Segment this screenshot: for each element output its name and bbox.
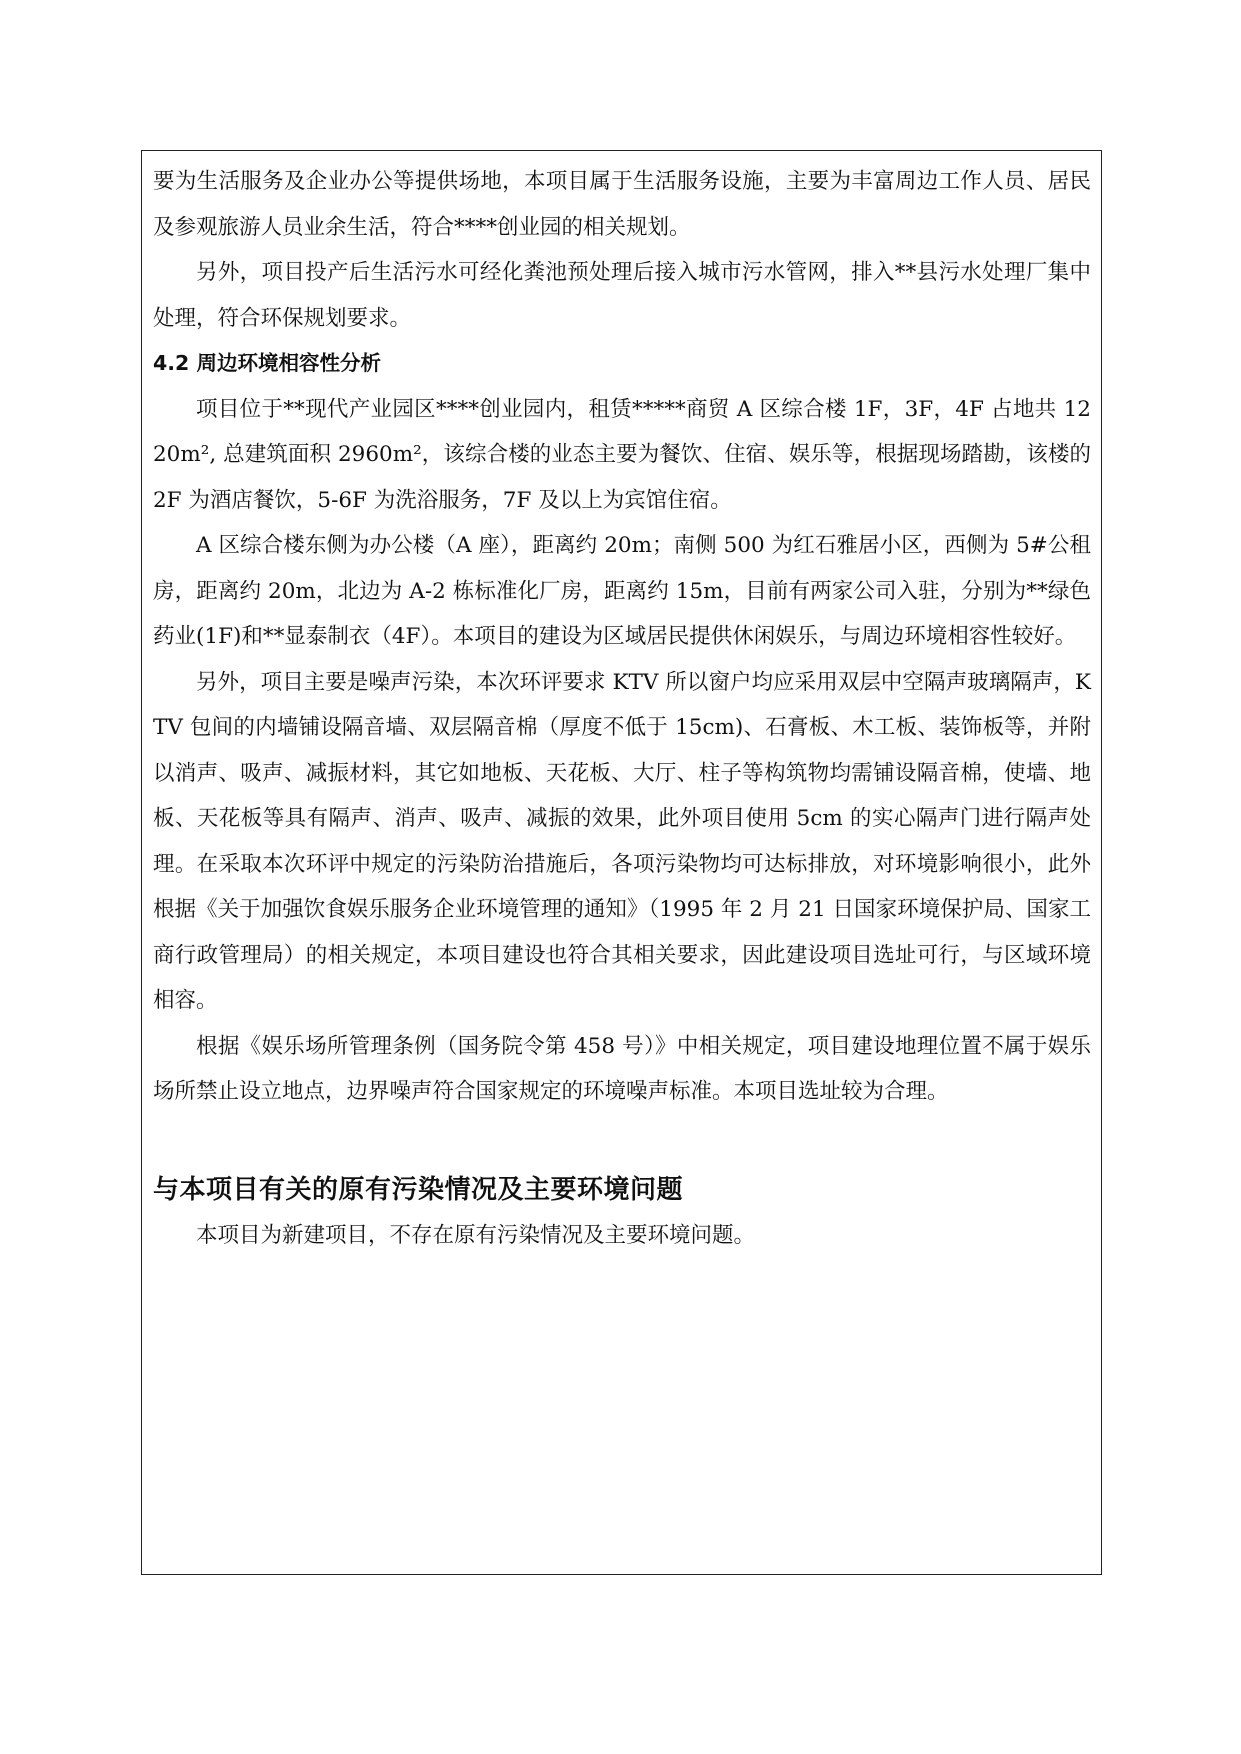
report-content bbox=[153, 159, 1091, 1258]
section-4-2-heading: 4.2 周边环境相容性分析 bbox=[153, 351, 381, 375]
noise-paragraph: 另外，项目主要是噪声污染，本次环评要求 KTV 所以窗户均应采用双层中空隔声玻璃隔声，KTV 包间的内墙铺设隔音墙、双层隔音棉（厚度不低于 15cm)、石膏板、木工板、装饰板等，并附以消声、吸声、减振材料，其它如地板、天花板、大厅、柱子等构筑物均需铺设隔音棉，使墙、地板、天花板等具有隔声、消声、吸声、减振的效果，此外项目使用 5cm 的实心隔声门进行隔声处理。在采取本次环评中规定的污染防治措施后，各项污染物均可达标排放，对环境影响很小，此外根据《关于加强饮食娱乐服务企业环境管理的通知》（1995 年 2 月 21 日国家环境保护局、国家工商行政管理局）的相关规定，本项目建设也符合其相关要求，因此建设项目选址可行，与区域环境相容。 bbox=[153, 669, 1091, 1013]
section-spacer bbox=[153, 1115, 1091, 1167]
surroundings-paragraph: A 区综合楼东侧为办公楼（A 座），距离约 20m；南侧 500 为红石雅居小区，西侧为 5#公租房，距离约 20m，北边为 A-2 栋标准化厂房，距离约 15m，目前有两家公司入驻，分别为**绿色药业(1F)和**显泰制衣（4F）。本项目的建设为区域居民提供休闲娱乐，与周边环境相容性较好。 bbox=[153, 533, 1091, 649]
report-table-frame bbox=[141, 150, 1102, 1575]
continuation-paragraph: 要为生活服务及企业办公等提供场地，本项目属于生活服务设施，主要为丰富周边工作人员、居民及参观旅游人员业余生活，符合****创业园的相关规划。 bbox=[153, 169, 1091, 240]
existing-pollution-paragraph: 本项目为新建项目，不存在原有污染情况及主要环境问题。 bbox=[196, 1222, 756, 1248]
sewage-paragraph: 另外，项目投产后生活污水可经化粪池预处理后接入城市污水管网，排入**县污水处理厂集中处理，符合环保规划要求。 bbox=[153, 260, 1091, 331]
existing-pollution-heading: 与本项目有关的原有污染情况及主要环境问题 bbox=[153, 1174, 684, 1205]
location-paragraph: 项目位于**现代产业园区****创业园内，租赁*****商贸 A 区综合楼 1F，3F，4F 占地共 1220m², 总建筑面积 2960m²，该综合楼的业态主要为餐饮、住宿、娱乐等，根据现场踏勘，该楼的 2F 为酒店餐饮，5-6F 为洗浴服务，7F 及以上为宾馆住宿。 bbox=[153, 396, 1091, 513]
regulation-paragraph: 根据《娱乐场所管理条例（国务院令第 458 号）》中相关规定，项目建设地理位置不属于娱乐场所禁止设立地点，边界噪声符合国家规定的环境噪声标准。本项目选址较为合理。 bbox=[153, 1033, 1091, 1104]
